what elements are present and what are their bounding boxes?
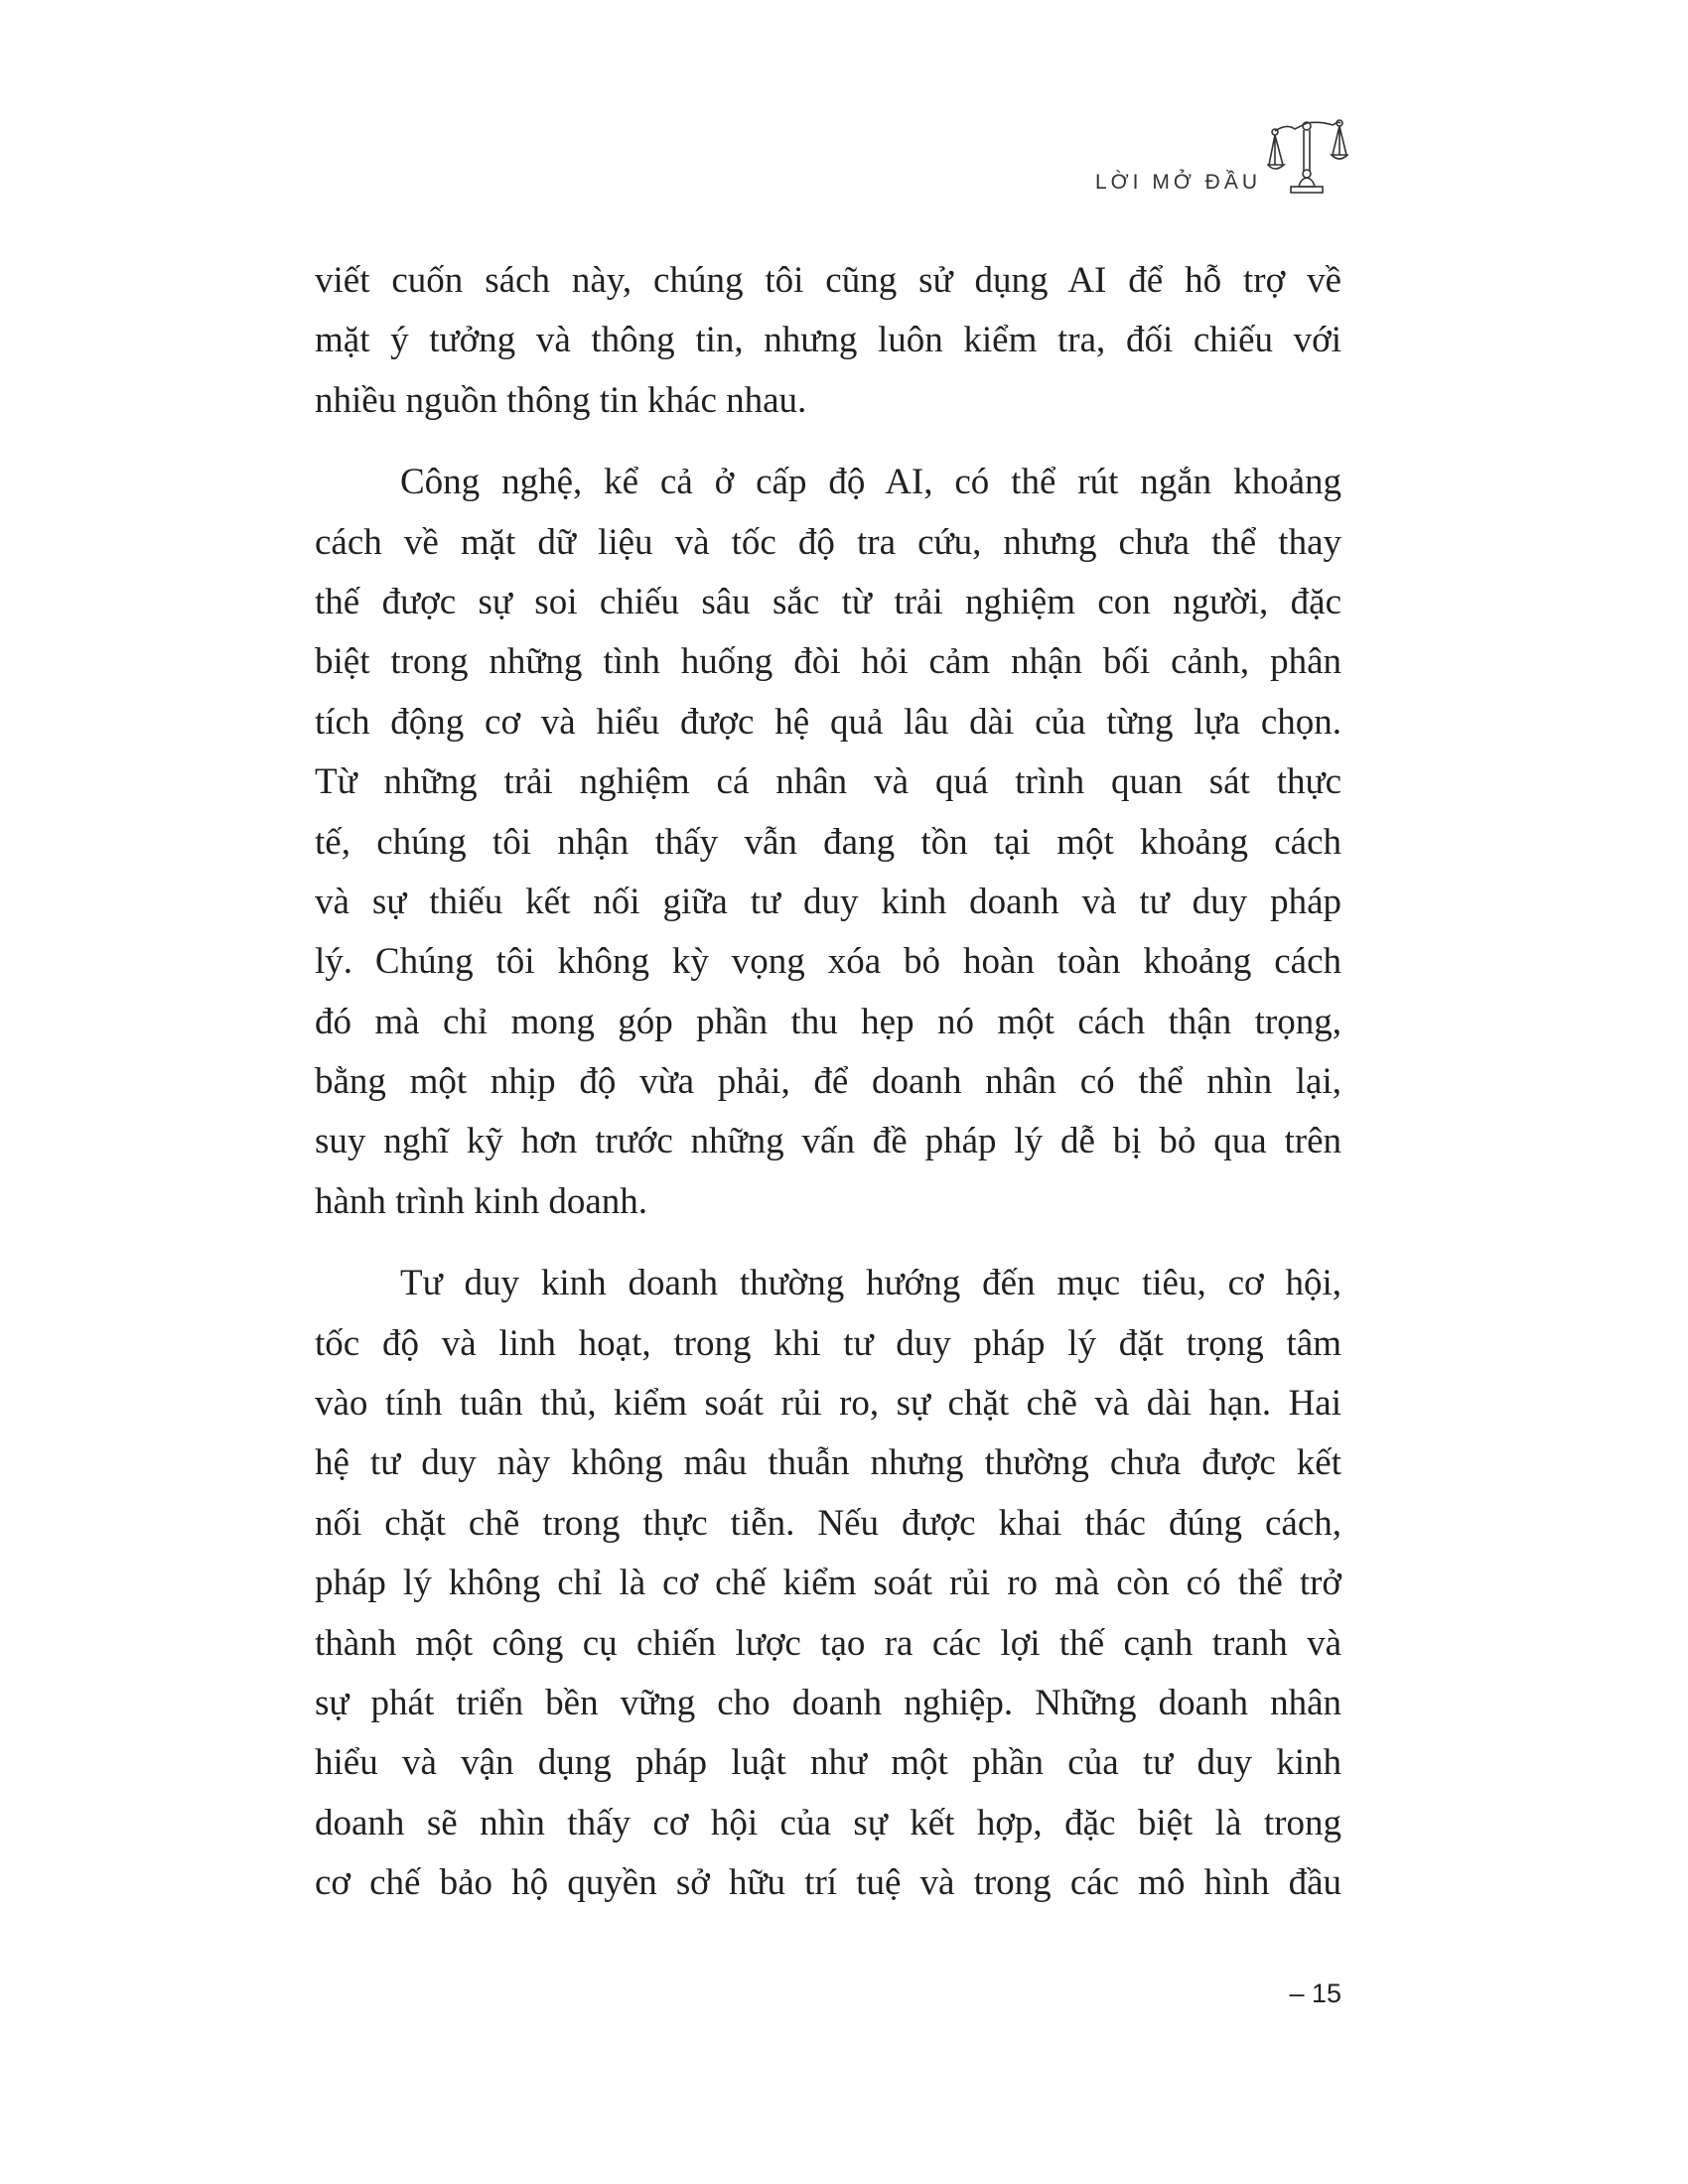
paragraph	[315, 255, 1341, 435]
scales-of-justice-icon	[1267, 117, 1348, 203]
text-line: tế, chúng tôi nhận thấy vẫn đang tồn tại một khoảng cách	[315, 821, 1341, 863]
text-line: đó mà chỉ mong góp phần thu hẹp nó một cách thận trọng,	[315, 1001, 1341, 1042]
page-number: – 15	[1289, 1979, 1341, 2008]
text-line: tốc độ và linh hoạt, trong khi tư duy pháp lý đặt trọng tâm	[315, 1322, 1341, 1364]
text-line: suy nghĩ kỹ hơn trước những vấn đề pháp lý dễ bị bỏ qua trên	[315, 1121, 1341, 1162]
text-line: pháp lý không chỉ là cơ chế kiểm soát rủi ro mà còn có thể trở	[315, 1563, 1341, 1604]
text-line: hành trình kinh doanh.	[315, 1180, 648, 1222]
text-line: Công nghệ, kể cả ở cấp độ AI, có thể rút ngắn khoảng	[400, 462, 1341, 503]
text-line: nối chặt chẽ trong thực tiễn. Nếu được khai thác đúng cách,	[315, 1502, 1341, 1544]
text-line: hiểu và vận dụng pháp luật như một phần của tư duy kinh	[315, 1742, 1341, 1784]
text-line: viết cuốn sách này, chúng tôi cũng sử dụng AI để hỗ trợ về	[315, 260, 1341, 301]
text-line: vào tính tuân thủ, kiểm soát rủi ro, sự chặt chẽ và dài hạn. Hai	[315, 1383, 1341, 1425]
text-line: Tư duy kinh doanh thường hướng đến mục tiêu, cơ hội,	[400, 1263, 1341, 1304]
text-line: lý. Chúng tôi không kỳ vọng xóa bỏ hoàn toàn khoảng cách	[315, 941, 1341, 983]
text-line: hệ tư duy này không mâu thuẫn nhưng thường chưa được kết	[315, 1442, 1341, 1484]
text-line: bằng một nhịp độ vừa phải, để doanh nhân có thể nhìn lại,	[315, 1061, 1341, 1103]
text-line: sự phát triển bền vững cho doanh nghiệp. Những doanh nhân	[315, 1682, 1341, 1723]
text-line: biệt trong những tình huống đòi hỏi cảm nhận bối cảnh, phân	[315, 641, 1341, 683]
text-line: thành một công cụ chiến lược tạo ra các lợi thế cạnh tranh và	[315, 1622, 1341, 1664]
paragraph	[315, 1258, 1341, 1917]
text-line: thế được sự soi chiếu sâu sắc từ trải nghiệm con người, đặc	[315, 581, 1341, 622]
text-line: Từ những trải nghiệm cá nhân và quá trình quan sát thực	[315, 761, 1341, 803]
text-line: doanh sẽ nhìn thấy cơ hội của sự kết hợp, đặc biệt là trong	[315, 1802, 1341, 1843]
text-line: nhiều nguồn thông tin khác nhau.	[315, 379, 807, 421]
text-line: cách về mặt dữ liệu và tốc độ tra cứu, nhưng chưa thể thay	[315, 521, 1341, 563]
running-header: LỜI MỞ ĐẦU	[1094, 171, 1261, 194]
paragraph	[315, 457, 1341, 1236]
text-line: cơ chế bảo hộ quyền sở hữu trí tuệ và trong các mô hình đầu	[315, 1862, 1341, 1904]
text-line: tích động cơ và hiểu được hệ quả lâu dài của từng lựa chọn.	[315, 701, 1341, 743]
text-line: mặt ý tưởng và thông tin, nhưng luôn kiểm tra, đối chiếu với	[315, 320, 1341, 361]
text-line: và sự thiếu kết nối giữa tư duy kinh doanh và tư duy pháp	[315, 881, 1341, 922]
body-text	[315, 255, 1341, 1940]
